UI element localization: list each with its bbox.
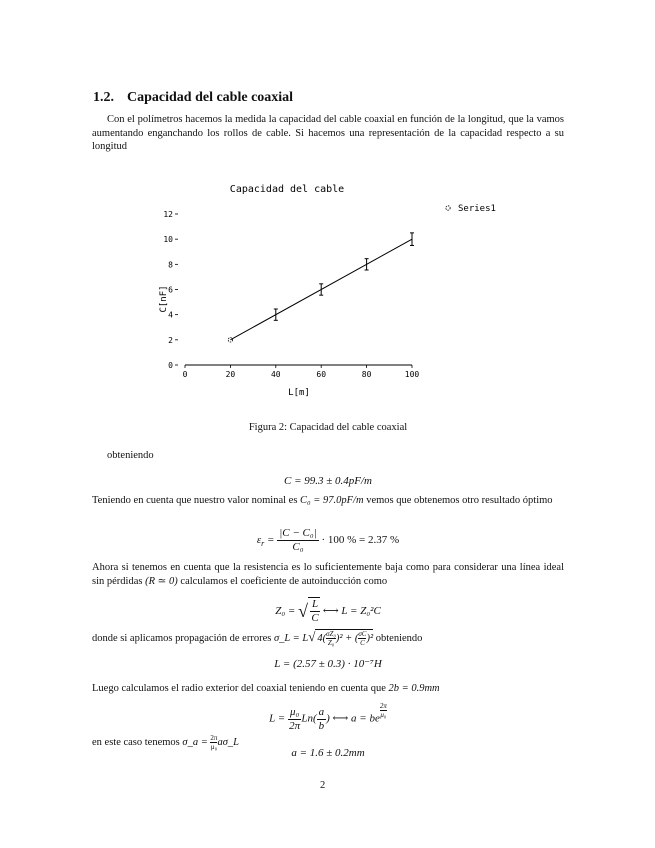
x-axis-label: L[m] [288, 388, 310, 398]
ln-exp-den: μ₀ [380, 711, 387, 719]
chart-title: Capacidad del cable [229, 184, 345, 195]
x-tick-label: 60 [316, 370, 327, 379]
epsilon-symbol: ε [256, 534, 262, 547]
errors-text-1: donde si aplicamos propagación de errores [92, 632, 272, 644]
radius-given: 2b = 0.9mm [388, 683, 440, 694]
nominal-paragraph [92, 494, 564, 508]
y-tick-label: 8 [168, 260, 173, 270]
sqrt-icon: √ [298, 601, 308, 621]
ln-exp-num: 2π [379, 702, 387, 710]
equation-ln [92, 702, 564, 733]
sigma-c-num: σC [358, 630, 367, 638]
text-obteniendo: obteniendo [107, 450, 154, 461]
ln-b: b [318, 719, 325, 732]
x-tick-label: 20 [225, 370, 236, 379]
sigma-c-den: C [360, 639, 365, 647]
ln-mu-fraction [288, 706, 301, 733]
sqrt-small-icon: √ [308, 628, 316, 644]
equation-epsilon: $\varepsilon_r$ = $\frac{\text{|C − C₀|}}{\text{C₀}}$ · 100 % = 2.37 % [256, 527, 400, 553]
epsilon-subscript: r [261, 539, 265, 549]
section-number: 1.2. [93, 90, 114, 105]
ln-exponent [380, 702, 387, 719]
page-number: 2 [320, 780, 326, 791]
sigma-l-part-b: )² + ( [335, 632, 359, 644]
sigma-l-lhs: σ_L = L [273, 632, 309, 644]
nominal-text-2: vemos que obtenemos otro resultado óptimo [366, 495, 553, 506]
sigma-a-lhs: σ_a = [182, 736, 208, 748]
x-tick-label: 40 [270, 370, 281, 379]
nominal-value: C₀ = 97.0pF/m [300, 495, 364, 506]
legend-marker-icon [446, 206, 450, 210]
equation-capacity: C = 99.3 ± 0.4pF/m [283, 475, 373, 487]
y-tick-label: 4 [168, 310, 173, 320]
x-tick-label: 100 [404, 370, 420, 379]
resistance-paragraph [92, 561, 564, 588]
epsilon-numerator: |C − C₀| [279, 527, 317, 539]
resistance-text-2: calculamos el coeficiente de autoinducción como [180, 575, 388, 587]
equation-radius: a = 1.6 ± 0.2mm [291, 747, 365, 759]
equation-inductance: L = (2.57 ± 0.3) · 10⁻⁷H [274, 658, 382, 670]
legend-label: Series1 [458, 204, 496, 214]
epsilon-fraction [277, 527, 318, 554]
sigma-l-part-c: )² [366, 632, 374, 644]
ln-mid: Ln( [301, 712, 317, 725]
intro-paragraph: Con el polímetros hacemos la medida la capacidad del cable coaxial en función de la longitud, que la vamos aumentando enganchando los rollos de cable. Si hacemos una representación de la capacidad respecto a su longitud [92, 114, 564, 152]
z0-fraction [310, 598, 320, 625]
y-tick-label: 10 [163, 235, 173, 245]
y-tick-label: 2 [168, 335, 173, 345]
ln-ab-fraction [317, 706, 327, 733]
resistance-approx: (R ≃ 0) [145, 575, 178, 587]
y-tick-label: 0 [168, 361, 173, 370]
capacity-chart [150, 178, 510, 403]
equation-z0 [92, 597, 564, 625]
sigma-z0-den: Z₀ [327, 639, 335, 647]
section-title: Capacidad del cable coaxial [127, 90, 294, 105]
x-tick-label: 80 [361, 370, 372, 379]
case-text: en este caso tenemos [92, 736, 180, 748]
radius-paragraph [92, 682, 564, 696]
x-tick-label: 0 [182, 370, 188, 379]
sigma-a-den: μ₀ [210, 743, 218, 751]
y-tick-label: 12 [163, 210, 173, 219]
z0-lhs: Z₀ = [275, 605, 296, 618]
ln-lhs: L = [269, 712, 286, 725]
x-tick-labels [183, 365, 420, 379]
sigma-a-rhs: aσ_L [217, 736, 239, 748]
sigma-l-part-a: 4( [317, 632, 327, 644]
y-axis-label: C[nF] [159, 285, 169, 313]
z0-denominator: C [311, 612, 319, 624]
z0-numerator: L [311, 598, 319, 610]
z0-rhs: ⟷ L = Z₀²C [322, 605, 381, 618]
section-heading [93, 90, 293, 106]
nominal-text-1: Teniendo en cuenta que nuestro valor nominal es [92, 495, 298, 506]
chart-legend [446, 204, 496, 214]
sigma-z0-num: σZ₀ [326, 630, 336, 638]
ln-mu-num: μ₀ [289, 705, 300, 718]
sigma-a-num: 2π [210, 734, 218, 742]
errors-text-2: obteniendo [375, 632, 423, 644]
epsilon-denominator: C₀ [292, 541, 304, 553]
ln-mu-den: 2π [289, 719, 301, 732]
figure-caption: Figura 2: Capacidad del cable coaxial [248, 422, 408, 433]
sigma-z0-fraction [326, 630, 336, 647]
ln-rhs: ) ⟷ a = be [326, 712, 380, 725]
errors-paragraph [92, 629, 564, 647]
ln-a: a [318, 705, 325, 718]
y-tick-label: 6 [168, 285, 173, 295]
resistance-text-1: Ahora si tenemos en cuenta que la resistencia es lo suficientemente baja como para considerar una línea ideal sin pérdidas [92, 562, 564, 587]
radius-text-1: Luego calculamos el radio exterior del coaxial teniendo en cuenta que [92, 683, 386, 694]
epsilon-result: · 100 % = 2.37 % [321, 534, 400, 547]
